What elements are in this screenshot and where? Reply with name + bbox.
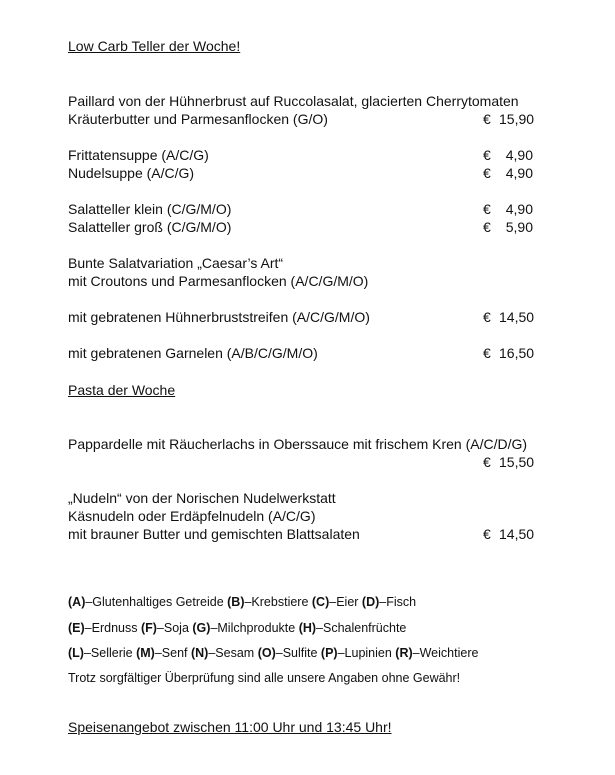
allergen-description: –Lupinien — [337, 646, 396, 660]
garnelen-option: mit gebratenen Garnelen (A/B/C/G/M/O) — [68, 345, 318, 361]
currency-symbol: € — [483, 147, 491, 163]
currency-symbol: € — [483, 165, 491, 181]
allergen-code: (E) — [68, 621, 85, 635]
paillard-line-2: Kräuterbutter und Parmesanflocken (G/O) — [68, 111, 328, 127]
salatteller-gross-price — [483, 219, 535, 236]
allergen-code: (P) — [320, 646, 338, 660]
currency-symbol: € — [483, 526, 491, 542]
price-value: 5,90 — [505, 219, 533, 235]
allergen-row-1 — [68, 594, 416, 610]
nudeln-line-3: mit brauner Butter und gemischten Blattsalaten — [68, 526, 360, 542]
allergen-description: –Sellerie — [83, 646, 137, 660]
allergen-description: –Milchprodukte — [210, 621, 299, 635]
nudeln-price — [483, 526, 535, 543]
paillard-line-1: Paillard von der Hühnerbrust auf Ruccolasalat, glacierten Cherrytomaten — [68, 93, 519, 109]
price-value: 14,50 — [499, 309, 535, 325]
pappardelle-price — [483, 454, 535, 471]
allergen-code: (L) — [68, 646, 84, 660]
allergen-description: –Fisch — [379, 595, 417, 609]
allergen-description: –Krebstiere — [244, 595, 312, 609]
salatteller-klein: Salatteller klein (C/G/M/O) — [68, 201, 232, 217]
allergen-code: (A) — [68, 595, 86, 609]
price-value: 15,50 — [499, 454, 535, 470]
allergen-code: (B) — [227, 595, 245, 609]
allergen-code: (H) — [298, 621, 317, 635]
allergen-code: (F) — [140, 621, 157, 635]
allergen-code: (R) — [395, 646, 413, 660]
pappardelle: Pappardelle mit Räucherlachs in Oberssauce mit frischem Kren (A/C/D/G) — [68, 436, 528, 452]
currency-symbol: € — [483, 219, 491, 235]
price-value: 15,90 — [499, 111, 535, 127]
allergen-description: –Soja — [156, 621, 193, 635]
price-value: 14,50 — [499, 526, 535, 542]
footer-heading: Speisenangebot zwischen 11:00 Uhr und 13:45 Uhr! — [68, 719, 392, 735]
currency-symbol: € — [483, 111, 491, 127]
allergen-code: (D) — [361, 595, 380, 609]
nudeln-line-1: „Nudeln“ von der Norischen Nudelwerkstatt — [68, 490, 336, 506]
allergen-code: (M) — [136, 646, 155, 660]
currency-symbol: € — [483, 201, 491, 217]
allergen-row-2 — [68, 620, 406, 636]
allergen-description: –Sesam — [208, 646, 258, 660]
huhn-option: mit gebratenen Hühnerbruststreifen (A/C/G/M/O) — [68, 309, 370, 325]
allergen-description: –Senf — [154, 646, 191, 660]
currency-symbol: € — [483, 309, 491, 325]
huhn-price — [483, 309, 535, 326]
frittatensuppe-price — [483, 147, 535, 164]
low-carb-heading: Low Carb Teller der Woche! — [68, 38, 241, 54]
price-value: 4,90 — [505, 201, 533, 217]
allergen-disclaimer: Trotz sorgfältiger Überprüfung sind alle unsere Angaben ohne Gewähr! — [68, 671, 461, 685]
pasta-heading: Pasta der Woche — [68, 382, 176, 398]
price-value: 16,50 — [499, 345, 535, 361]
allergen-code: (N) — [190, 646, 209, 660]
allergen-description: –Schalenfrüchte — [316, 621, 407, 635]
currency-symbol: € — [483, 345, 491, 361]
allergen-description: –Erdnuss — [84, 621, 141, 635]
allergen-description: –Weichtiere — [412, 646, 479, 660]
nudelsuppe-price — [483, 165, 535, 182]
caesar-line-2: mit Croutons und Parmesanflocken (A/C/G/M/O) — [68, 273, 369, 289]
currency-symbol: € — [483, 454, 491, 470]
allergen-description: –Eier — [329, 595, 362, 609]
price-value: 4,90 — [505, 165, 533, 181]
salatteller-gross: Salatteller groß (C/G/M/O) — [68, 219, 232, 235]
allergen-description: –Sulfite — [275, 646, 321, 660]
allergen-row-3 — [68, 645, 478, 661]
garnelen-price — [483, 345, 535, 362]
allergen-description: –Glutenhaltiges Getreide — [85, 595, 228, 609]
salatteller-klein-price — [483, 201, 535, 218]
paillard-price — [483, 111, 535, 128]
frittatensuppe: Frittatensuppe (A/C/G) — [68, 147, 209, 163]
caesar-line-1: Bunte Salatvariation „Caesar’s Art“ — [68, 255, 284, 271]
allergen-code: (O) — [257, 646, 276, 660]
allergen-code: (C) — [311, 595, 330, 609]
allergen-code: (G) — [192, 621, 211, 635]
price-value: 4,90 — [505, 147, 533, 163]
nudelsuppe: Nudelsuppe (A/C/G) — [68, 165, 195, 181]
nudeln-line-2: Käsnudeln oder Erdäpfelnudeln (A/C/G) — [68, 508, 316, 524]
